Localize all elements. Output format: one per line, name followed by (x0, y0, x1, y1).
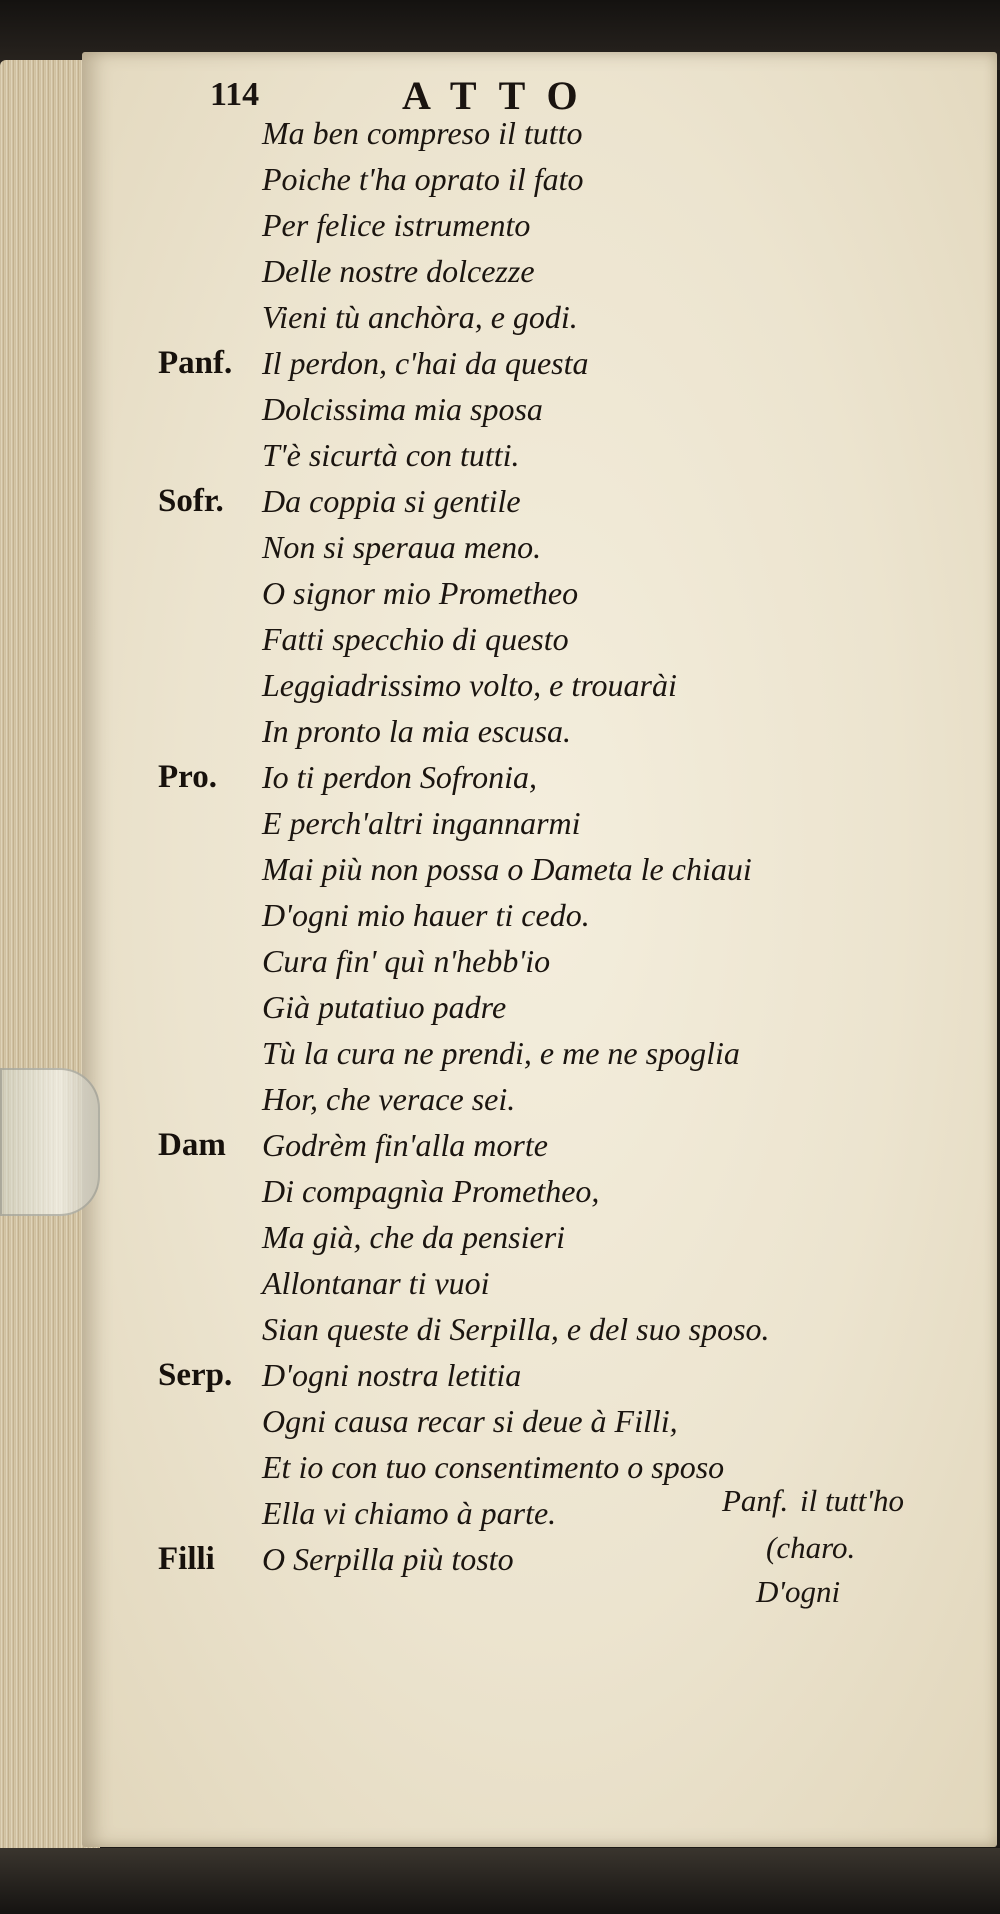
verse-line: Ogni causa recar si deue à Filli, (262, 1403, 678, 1439)
verse-line: Vieni tù anchòra, e godi. (262, 299, 578, 335)
verse-line: Fatti specchio di questo (262, 621, 569, 657)
verse-line: Ma ben compreso il tutto (262, 115, 583, 151)
speaker-label: Panf. (158, 345, 233, 381)
page-number: 114 (210, 76, 260, 113)
verse-line: T'è sicurtà con tutti. (262, 437, 520, 473)
verse-line: Leggiadrissimo volto, e trouarài (262, 667, 677, 703)
scanner-background-bottom (0, 1848, 1000, 1914)
verse-line: Hor, che verace sei. (262, 1081, 516, 1117)
verse-line: Per felice istrumento (262, 207, 531, 243)
verse-line: E perch'altri ingannarmi (262, 805, 581, 841)
verse-line: Et io con tuo consentimento o sposo (262, 1449, 725, 1485)
inline-speech-text: il tutt'ho (800, 1483, 904, 1518)
speaker-label: Sofr. (158, 483, 224, 519)
verse-line: Allontanar ti vuoi (262, 1265, 490, 1301)
verse-line: D'ogni mio hauer ti cedo. (262, 897, 590, 933)
verse-line: Ella vi chiamo à parte. (262, 1495, 557, 1531)
verse-line: In pronto la mia escusa. (262, 713, 572, 749)
verse-line: Io ti perdon Sofronia, (262, 759, 537, 795)
verse-line: Sian queste di Serpilla, e del suo sposo. (262, 1311, 770, 1347)
speaker-label: Serp. (158, 1357, 233, 1393)
turnover-line: (charo. (766, 1530, 856, 1565)
verse-line: Dolcissima mia sposa (262, 391, 543, 427)
page-holder-clip (0, 1068, 100, 1216)
running-head: ATTO (402, 73, 600, 118)
verse-line: Il perdon, c'hai da questa (262, 345, 589, 381)
verse-line: Poiche t'ha oprato il fato (262, 161, 584, 197)
catchword: D'ogni (756, 1574, 841, 1609)
speaker-label: Pro. (158, 759, 217, 795)
verse-line: O Serpilla più tosto (262, 1541, 514, 1577)
verse-line: D'ogni nostra letitia (262, 1357, 522, 1393)
verse-line: Godrèm fin'alla morte (262, 1127, 548, 1163)
verse-line: Cura fin' quì n'hebb'io (262, 943, 551, 979)
speaker-label: Filli (158, 1541, 215, 1577)
verse-line: Non si speraua meno. (262, 529, 542, 565)
verse-line: Mai più non possa o Dameta le chiaui (262, 851, 752, 887)
verse-line: Già putatiuo padre (262, 989, 507, 1025)
verse-line: Da coppia si gentile (262, 483, 521, 519)
verse-line: O signor mio Prometheo (262, 575, 579, 611)
verse-line: Di compagnìa Prometheo, (262, 1173, 600, 1209)
speaker-label: Dam (158, 1127, 226, 1163)
inline-speaker: Panf. (722, 1483, 789, 1518)
verse-line: Delle nostre dolcezze (262, 253, 535, 289)
verse-line: Ma già, che da pensieri (262, 1219, 566, 1255)
verse-line: Tù la cura ne prendi, e me ne spoglia (262, 1035, 740, 1071)
